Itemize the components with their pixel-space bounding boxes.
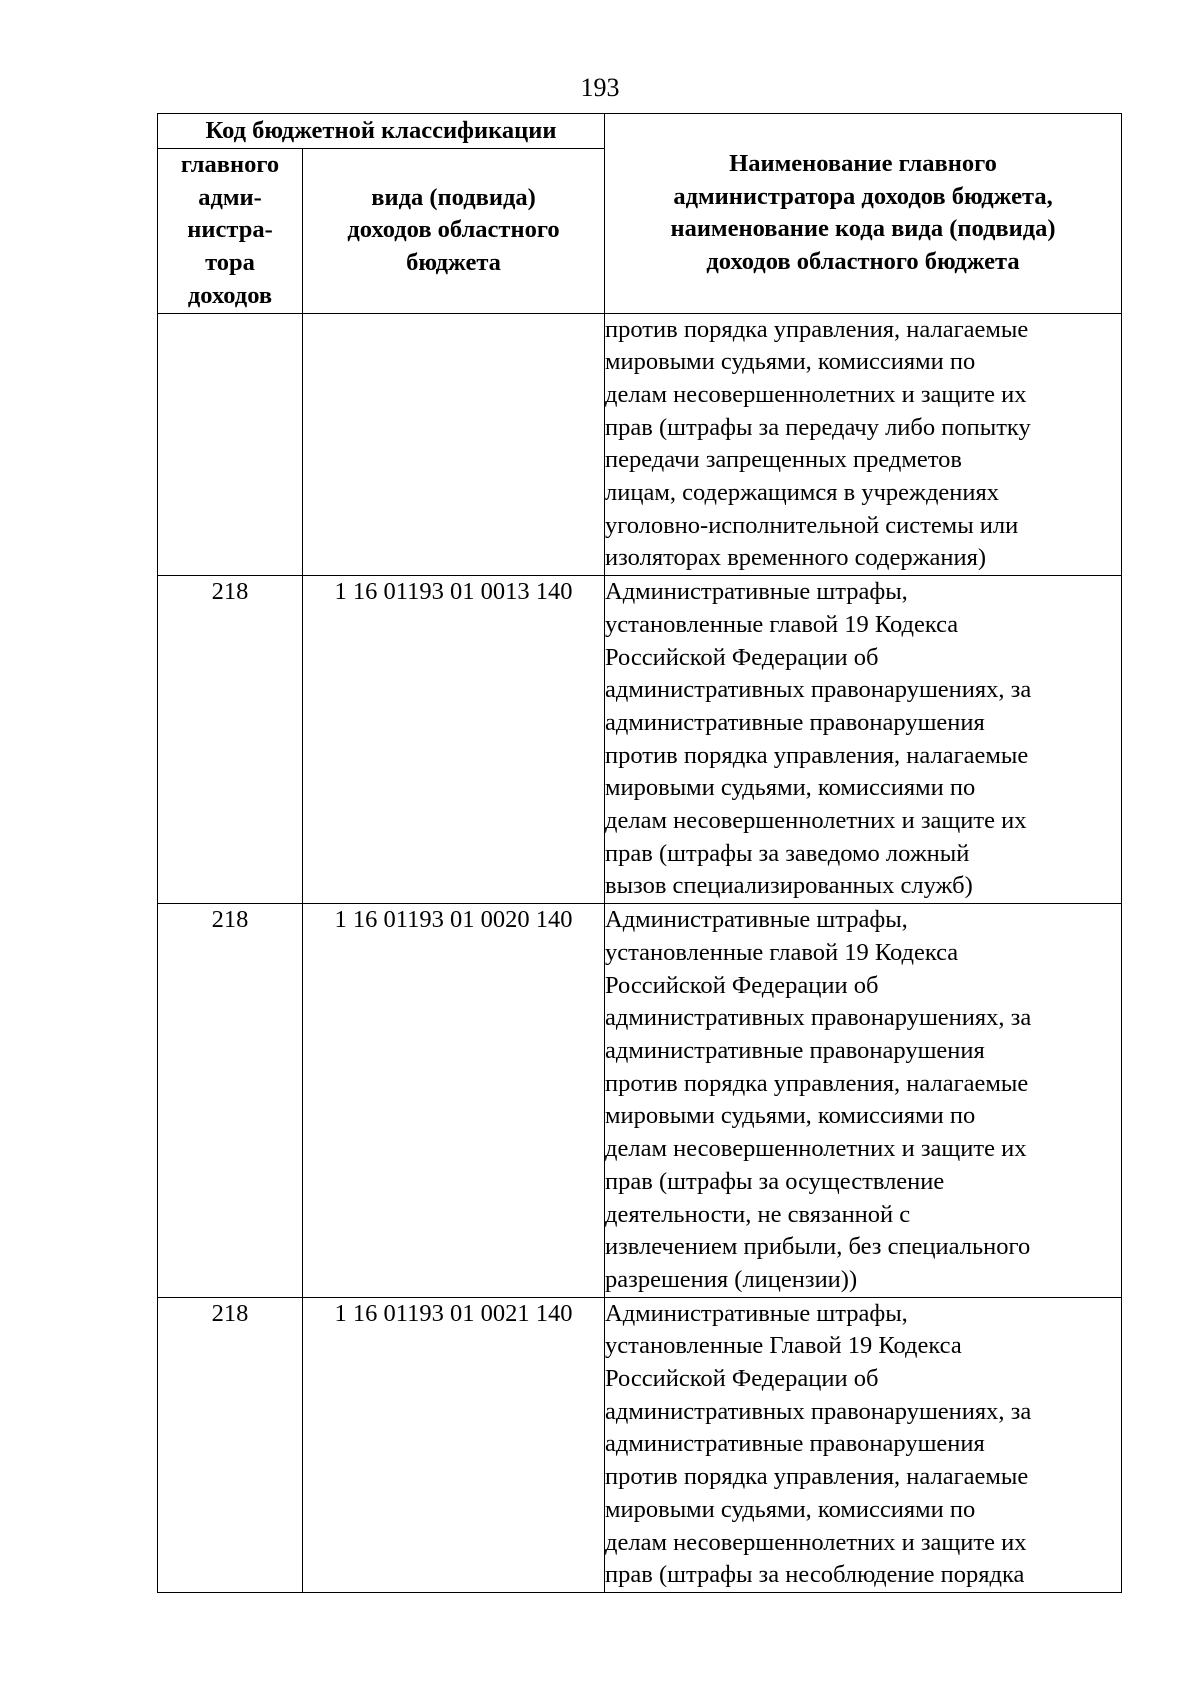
description-line: извлечением прибыли, без специального [605, 1233, 1031, 1261]
header-text-line: адми- [198, 183, 262, 211]
description-cell [605, 1297, 1122, 1592]
kind-code-cell: 1 16 01193 01 0013 140 [303, 576, 605, 904]
table-body [158, 313, 1122, 1592]
kind-code-cell [303, 313, 605, 576]
admin-code-cell: 218 [158, 1297, 303, 1592]
description-line: вызов специализированных служб) [605, 872, 973, 900]
kind-code-cell: 1 16 01193 01 0020 140 [303, 904, 605, 1297]
description-line: делам несовершеннолетних и защите их [605, 807, 1027, 835]
header-text-line: бюджета [406, 249, 501, 277]
budget-classification-table [157, 113, 1122, 1593]
table-row [158, 1297, 1122, 1592]
description-line: административные правонарушения [605, 1036, 985, 1064]
description-line: делам несовершеннолетних и защите их [605, 380, 1027, 408]
header-budget-classification-code: Код бюджетной классификации [158, 114, 605, 149]
description-line: административные правонарушения [605, 708, 985, 736]
description-line: мировыми судьями, комиссиями по [605, 1102, 976, 1130]
description-line: установленные Главой 19 Кодекса [605, 1332, 962, 1360]
description-line: мировыми судьями, комиссиями по [605, 348, 976, 376]
description-line: делам несовершеннолетних и защите их [605, 1528, 1027, 1556]
description-line: Административные штрафы, [605, 1299, 908, 1327]
description-line: уголовно-исполнительной системы или [605, 511, 1019, 539]
page-number: 193 [580, 73, 620, 102]
description-line: мировыми судьями, комиссиями по [605, 1495, 976, 1523]
description-line: изоляторах временного содержания) [605, 544, 987, 572]
header-name-column [605, 114, 1122, 314]
description-line: лицам, содержащимся в учреждениях [605, 479, 1000, 507]
description-cell [605, 313, 1122, 576]
header-text-line: нистра- [187, 216, 273, 244]
description-line: передачи запрещенных предметов [605, 446, 962, 474]
description-line: против порядка управления, налагаемые [605, 1463, 1029, 1491]
header-text-line: доходов областного бюджета [706, 247, 1020, 275]
description-line: административных правонарушениях, за [605, 1397, 1032, 1425]
description-line: административные правонарушения [605, 1430, 985, 1458]
header-admin-code-column [158, 149, 303, 314]
header-text-line: главного [180, 151, 280, 178]
header-kind-code-column [303, 149, 605, 314]
header-row-group [158, 114, 1122, 149]
description-line: против порядка управления, налагаемые [605, 315, 1029, 343]
description-line: делам несовершеннолетних и защите их [605, 1135, 1027, 1163]
description-line: разрешения (лицензии)) [605, 1265, 858, 1293]
header-text-line: наименование кода вида (подвида) [670, 215, 1056, 243]
description-line: Административные штрафы, [605, 578, 908, 606]
description-line: прав (штрафы за заведомо ложный [605, 839, 970, 867]
header-text-line: доходов областного [347, 216, 560, 244]
table-row [158, 904, 1122, 1297]
header-text-line: доходов [187, 281, 273, 309]
description-line: административных правонарушениях, за [605, 676, 1032, 704]
description-line: Российской Федерации об [605, 1365, 879, 1393]
header-text-line: Наименование главного [729, 149, 997, 177]
description-line: деятельности, не связанной с [605, 1200, 911, 1228]
admin-code-cell [158, 313, 303, 576]
table-row [158, 313, 1122, 576]
description-cell [605, 904, 1122, 1297]
header-text-line: тора [205, 249, 255, 277]
table-row [158, 576, 1122, 904]
header-text-line: вида (подвида) [371, 183, 536, 211]
kind-code-cell: 1 16 01193 01 0021 140 [303, 1297, 605, 1592]
description-line: Российской Федерации об [605, 971, 879, 999]
description-line: установленные главой 19 Кодекса [605, 610, 959, 638]
description-line: прав (штрафы за осуществление [605, 1167, 945, 1195]
description-cell [605, 576, 1122, 904]
description-line: против порядка управления, налагаемые [605, 1069, 1029, 1097]
description-line: мировыми судьями, комиссиями по [605, 774, 976, 802]
admin-code-cell: 218 [158, 576, 303, 904]
description-line: прав (штрафы за передачу либо попытку [605, 413, 1031, 441]
description-line: Российской Федерации об [605, 643, 879, 671]
description-line: установленные главой 19 Кодекса [605, 938, 959, 966]
description-line: Административные штрафы, [605, 906, 908, 934]
description-line: административных правонарушениях, за [605, 1004, 1032, 1032]
description-line: прав (штрафы за несоблюдение порядка [605, 1561, 1025, 1589]
admin-code-cell: 218 [158, 904, 303, 1297]
description-line: против порядка управления, налагаемые [605, 741, 1029, 769]
header-text-line: администратора доходов бюджета, [673, 182, 1053, 210]
